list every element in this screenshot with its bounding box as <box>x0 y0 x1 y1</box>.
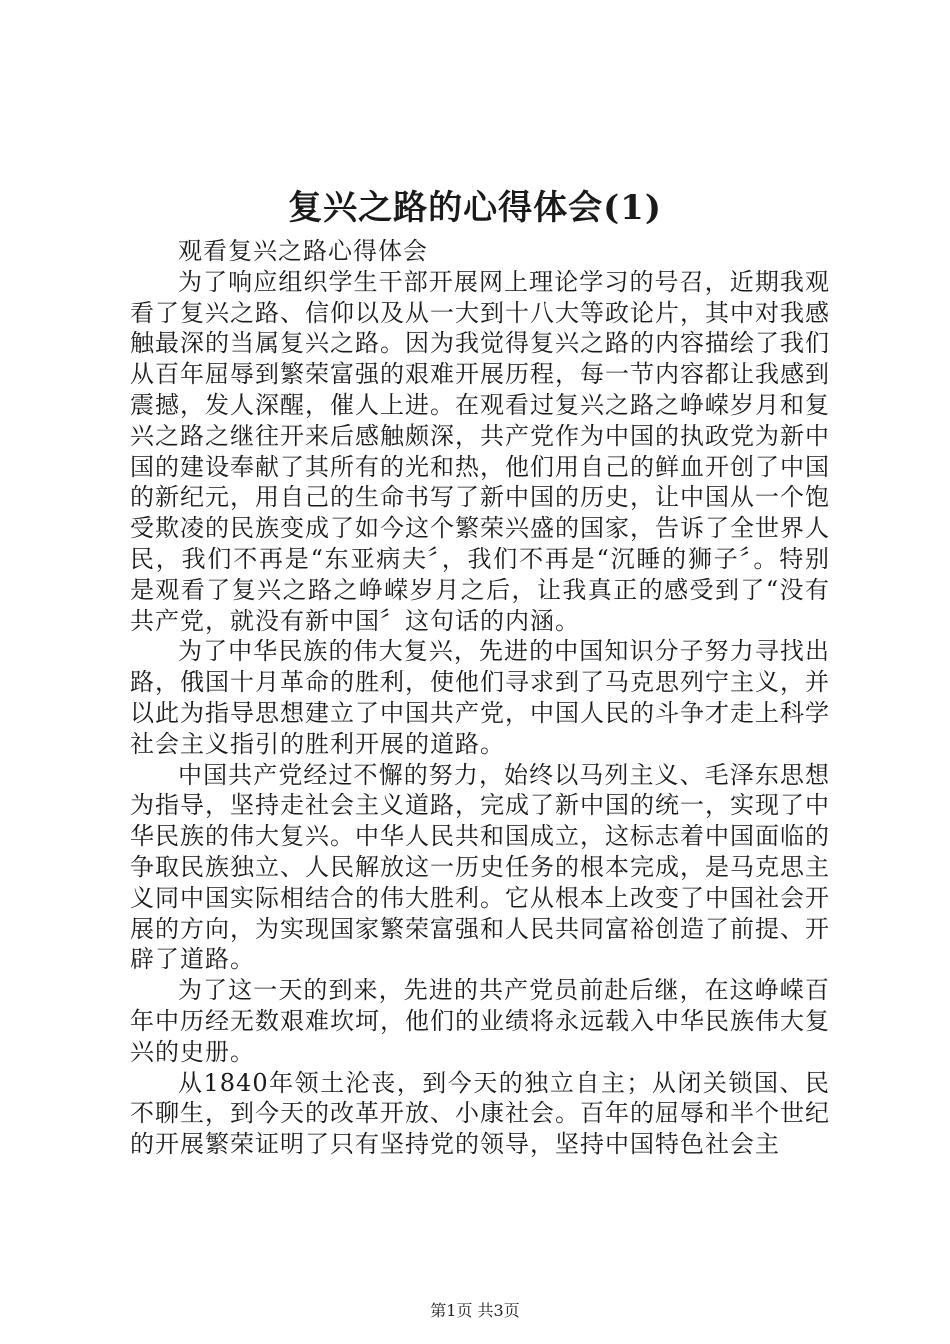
page-number-footer: 第1页 共3页 <box>430 1301 520 1320</box>
document-title: 复兴之路的心得体会(1) <box>288 188 662 228</box>
paragraph: 从1840年领土沦丧，到今天的独立自主；从闭关锁国、民不聊生，到今天的改革开放、小康社会。百年的屈辱和半个世纪的开展繁荣证明了只有坚持党的领导，坚持中国特色社会主 <box>130 1068 830 1159</box>
paragraph: 中国共产党经过不懈的努力，始终以马列主义、毛泽东思想为指导，坚持走社会主义道路，完成了新中国的统一，实现了中华民族的伟大复兴。中华人民共和国成立，这标志着中国面临的争取民族独立、人民解放这一历史任务的根本完成，是马克思主义同中国实际相结合的伟大胜利。它从根本上改变了中国社会开展的方向，为实现国家繁荣富强和人民共同富裕创造了前提、开辟了道路。 <box>130 760 830 974</box>
paragraph: 为了中华民族的伟大复兴，先进的中国知识分子努力寻找出路，俄国十月革命的胜利，使他们寻求到了马克思列宁主义，并以此为指导思想建立了中国共产党，中国人民的斗争才走上科学社会主义指引的胜利开展的道路。 <box>130 637 830 758</box>
document-body <box>130 236 830 1160</box>
paragraph-subtitle: 观看复兴之路心得体会 <box>178 237 428 265</box>
paragraph: 为了这一天的到来，先进的共产党员前赴后继，在这峥嵘百年中历经无数艰难坎坷，他们的业绩将永远载入中华民族伟大复兴的史册。 <box>130 976 830 1066</box>
paragraph: 为了响应组织学生干部开展网上理论学习的号召，近期我观看了复兴之路、信仰以及从一大到十八大等政论片，其中对我感触最深的当属复兴之路。因为我觉得复兴之路的内容描绘了我们从百年屈辱到繁荣富强的艰难开展历程，每一节内容都让我感到震撼，发人深醒，催人上进。在观看过复兴之路之峥嵘岁月和复兴之路之继往开来后感触颇深，共产党作为中国的执政党为新中国的建设奉献了其所有的光和热，他们用自己的鲜血开创了中国的新纪元，用自己的生命书写了新中国的历史，让中国从一个饱受欺凌的民族变成了如今这个繁荣兴盛的国家，告诉了全世界人民，我们不再是“东亚病夫〞，我们不再是“沉睡的狮子〞。特别是观看了复兴之路之峥嵘岁月之后，让我真正的感受到了“没有共产党，就没有新中国〞这句话的内涵。 <box>130 267 830 635</box>
